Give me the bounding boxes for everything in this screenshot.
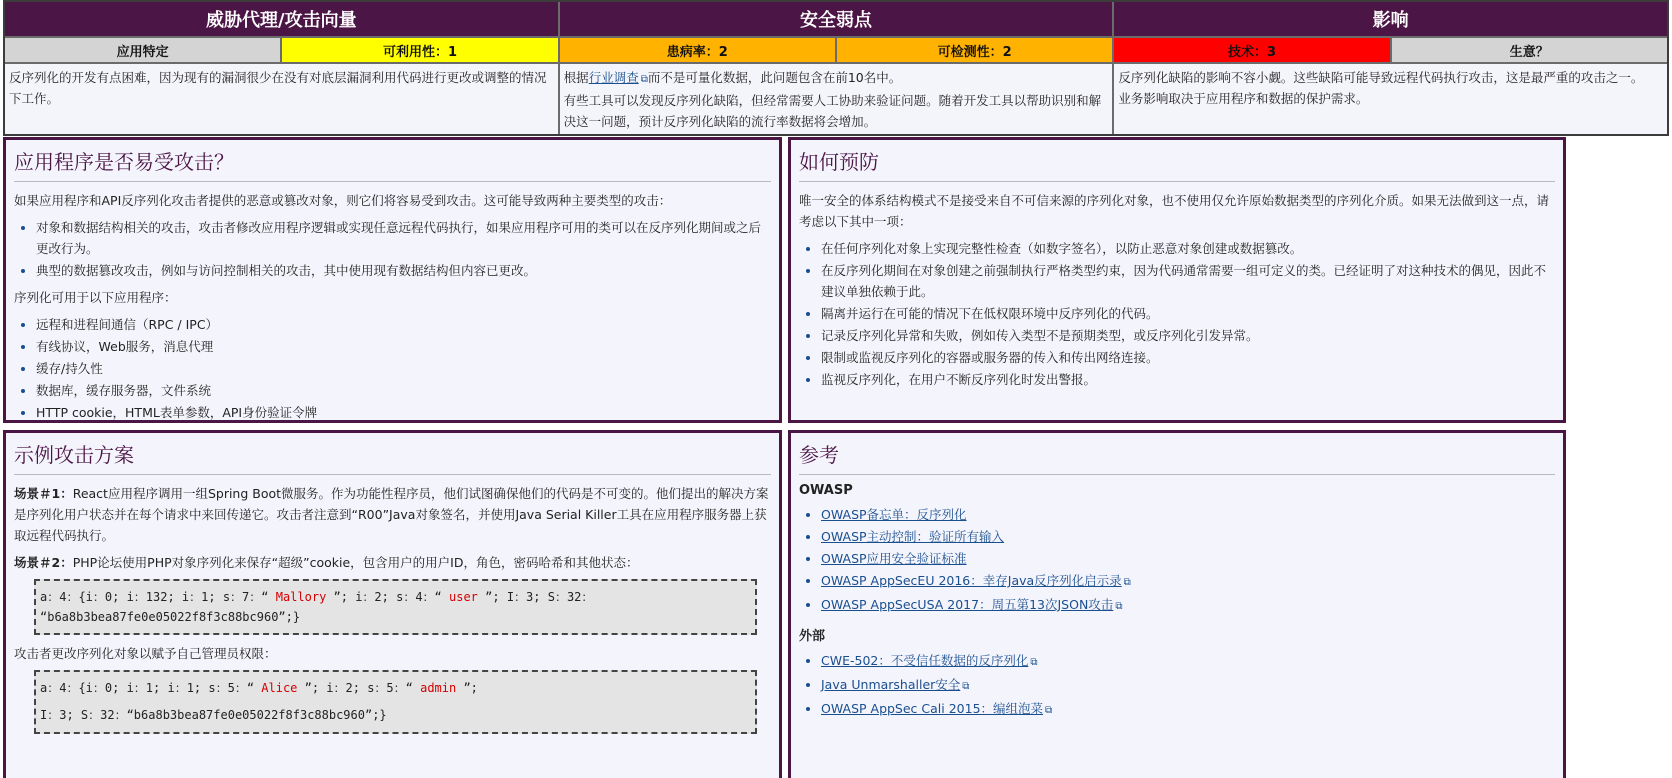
external-links-list [799,650,1555,721]
panel-how-to-prevent [788,137,1566,423]
desc-weakness-text-1 [564,67,1109,90]
reference-link[interactable]: OWASP AppSec Cali 2015：编组泡菜 [821,701,1044,716]
external-link-icon: ⧉ [1123,577,1131,588]
list-item: • 远程和进程间通信（RPC / IPC） [36,314,771,335]
risk-description-row [5,64,1667,134]
reference-link[interactable]: OWASP AppSecEU 2016：幸存Java反序列化启示录 [821,573,1122,588]
list-item: • 记录反序列化异常和失败，例如传入类型不是预期类型，或反序列化引发异常。 [821,325,1555,346]
external-link-icon: ⧉ [962,681,970,692]
external-link-icon: ⧉ [1045,705,1053,716]
list-item [821,594,1555,617]
score-detectability: 可检测性：2 [837,38,1114,62]
desc-weakness-post: 而不是可量化数据，此问题包含在前10名中。 [647,70,902,85]
code-part: ”; i：2; s：4：“ [333,590,442,604]
score-exploitability: 可利用性：1 [282,38,559,62]
owasp-links-list [799,504,1555,617]
external-heading: 外部 [799,629,826,644]
risk-score-row [5,36,1667,64]
risk-rating-table [3,0,1669,136]
panel-title: 如何预防 [799,146,1555,182]
desc-weakness [560,64,1115,134]
list-item: • 典型的数据篡改攻击，例如与访问控制相关的攻击，其中使用现有数据结构但内容已更改。 [36,260,771,281]
usage-intro: 序列化可用于以下应用程序： [14,290,177,305]
code-part: ”; [463,681,478,695]
desc-threat [5,64,560,134]
reference-link[interactable]: OWASP AppSecUSA 2017：周五第13次JSON攻击 [821,597,1114,612]
code-username: Mallory [268,590,334,604]
list-item: • 缓存/持久性 [36,358,771,379]
desc-impact-text-2: 业务影响取决于应用程序和数据的保护需求。 [1118,91,1369,106]
industry-survey-link[interactable]: 行业调查 [588,70,639,85]
prevent-list [799,238,1555,390]
list-item: • 监视反序列化，在用户不断反序列化时发出警报。 [821,369,1555,390]
code-part: a：4：{i：0; i：1; i：1; s：5：“ [40,681,255,695]
reference-link[interactable]: Java Unmarshaller安全 [821,677,961,692]
external-link-icon: ⧉ [1030,657,1038,668]
desc-weakness-pre: 根据 [563,70,589,85]
owasp-heading: OWASP [799,483,853,498]
panel-is-vulnerable [3,137,782,423]
code-role: user [441,590,486,604]
code-part: ”; I：3; S：32： [485,590,594,604]
list-item [821,548,1555,569]
panel-title: 应用程序是否易受攻击？ [14,146,771,182]
code-role: admin [412,681,464,695]
attack-types-list [14,217,771,281]
vulnerable-intro: 如果应用程序和API反序列化攻击者提供的恶意或篡改对象，则它们将容易受到攻击。这可能导致两种主要类型的攻击： [14,193,672,208]
scenario-1 [14,483,771,546]
scenario-2-text: PHP论坛使用PHP对象序列化来保存“超级”cookie，包含用户的用户ID，角色，密码哈希和其他状态： [72,555,639,570]
list-item: • 在反序列化期间在对象创建之前强制执行严格类型约束，因为代码通常需要一组可定义的类。已经证明了对这种技术的偶见，因此不建议单独依赖于此。 [821,260,1555,302]
list-item: • 数据库，缓存服务器，文件系统 [36,380,771,401]
list-item: • 有线协议，Web服务，消息代理 [36,336,771,357]
scenario-1-label: 场景＃1： [14,486,73,501]
code-part: “b6a8b3bea87fe0e05022f8f3c88bc960”;} [40,610,301,624]
code-block-modified [34,670,757,734]
code-username: Alice [254,681,305,695]
list-item: • 在任何序列化对象上实现完整性检查（如数字签名），以防止恶意对象创建或数据篡改。 [821,238,1555,259]
prevent-intro: 唯一安全的体系结构模式不是接受来自不可信来源的序列化对象，也不使用仅允许原始数据类型的序列化介质。如果无法做到这一点，请考虑以下其中一项： [799,193,1550,229]
reference-link[interactable]: OWASP备忘单：反序列化 [821,507,967,522]
list-item [821,504,1555,525]
score-prevalence: 患病率：2 [560,38,837,62]
desc-impact-text-1: 反序列化缺陷的影响不容小觑。这些缺陷可能导致远程代码执行攻击，这是最严重的攻击之一。 [1118,70,1644,85]
code-block-original [34,579,757,635]
list-item: • 隔离并运行在可能的情况下在低权限环境中反序列化的代码。 [821,303,1555,324]
reference-link[interactable]: OWASP主动控制：验证所有输入 [821,529,1005,544]
panel-title: 示例攻击方案 [14,439,771,475]
desc-threat-text: 反序列化的开发有点困难，因为现有的漏洞很少在没有对底层漏洞利用代码进行更改或调整的情况下工作。 [9,70,547,106]
code-part: ”; i：2; s：5：“ [304,681,413,695]
reference-link[interactable]: CWE-502：不受信任数据的反序列化 [821,653,1029,668]
panel-references [788,430,1566,778]
code-line [40,678,751,699]
scenario-1-text: React应用程序调用一组Spring Boot微服务。作为功能性程序员，他们试图确保他们的代码是不可变的。他们提出的解决方案是序列化用户状态并在每个请求中来回传递它。攻击者注意到“R00”Java对象签名，并使用Java Serial Killer工具在应用程序服务器上获取远程代码执行。 [14,486,769,543]
list-item [821,526,1555,547]
list-item [821,570,1555,593]
after-code-text: 攻击者更改序列化对象以赋予自己管理员权限： [14,646,277,661]
panel-example-attacks [3,430,782,778]
list-item [821,650,1555,673]
score-business: 生意？ [1392,38,1667,62]
scenario-2-label: 场景＃2： [14,555,73,570]
list-item [821,698,1555,721]
code-part: a：4：{i：0; i：132; i：1; s：7：“ [40,590,269,604]
panel-title: 参考 [799,439,1555,475]
desc-impact [1114,64,1667,134]
reference-link[interactable]: OWASP应用安全验证标准 [821,551,967,566]
risk-header-row [5,2,1667,36]
scenario-2 [14,552,771,573]
code-line: I：3; S：32：“b6a8b3bea87fe0e05022f8f3c88bc960”;} [40,708,387,722]
score-app-specific: 应用特定 [5,38,282,62]
desc-weakness-text-2: 有些工具可以发现反序列化缺陷，但经常需要人工协助来验证问题。随着开发工具以帮助识别和解决这一问题，预计反序列化缺陷的流行率数据将会增加。 [563,93,1102,129]
external-link-icon: ⧉ [640,74,648,85]
list-item: • HTTP cookie，HTML表单参数，API身份验证令牌 [36,402,771,423]
header-impacts: 影响 [1114,2,1667,36]
external-link-icon: ⧉ [1115,601,1123,612]
usage-list [14,314,771,423]
list-item: • 限制或监视反序列化的容器或服务器的传入和传出网络连接。 [821,347,1555,368]
header-security-weakness: 安全弱点 [560,2,1115,36]
header-threat-agents: 威胁代理/攻击向量 [5,2,560,36]
score-technical: 技术：3 [1114,38,1391,62]
list-item: • 对象和数据结构相关的攻击，攻击者修改应用程序逻辑或实现任意远程代码执行，如果应用程序可用的类可以在反序列化期间或之后更改行为。 [36,217,771,259]
list-item [821,674,1555,697]
